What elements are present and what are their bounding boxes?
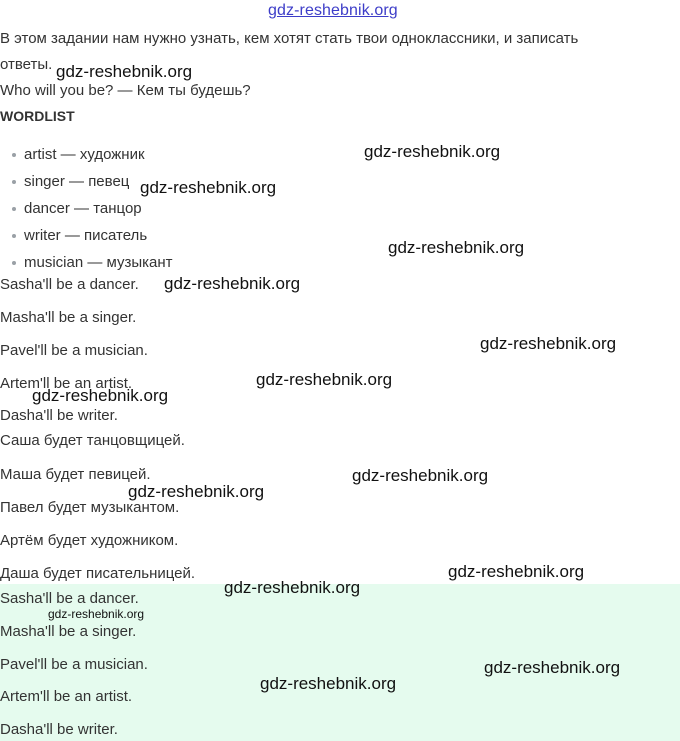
sentence-line: Masha'll be a singer. — [0, 309, 137, 326]
sentence-line: Артём будет художником. — [0, 532, 179, 549]
sentence-line: Dasha'll be writer. — [0, 407, 118, 424]
intro-text-line-1: В этом задании нам нужно узнать, кем хотят стать твои одноклассники, и записать — [0, 30, 579, 47]
site-link[interactable]: gdz-reshebnik.org — [268, 2, 398, 19]
intro-text-line-2: ответы. — [0, 56, 53, 73]
answer-line: Artem'll be an artist. — [0, 688, 133, 705]
wordlist-item — [12, 227, 147, 244]
watermark: gdz-reshebnik.org — [260, 674, 397, 693]
bullet-icon — [12, 207, 16, 211]
watermark: gdz-reshebnik.org — [352, 466, 489, 485]
watermark: gdz-reshebnik.org — [256, 370, 393, 389]
answer-line: Masha'll be a singer. — [0, 623, 137, 640]
watermark: gdz-reshebnik.org — [448, 562, 585, 581]
watermark: gdz-reshebnik.org — [480, 334, 617, 353]
wordlist-item-text: singer — певец — [24, 173, 130, 190]
sentence-line: Даша будет писательницей. — [0, 565, 196, 582]
sentence-line: Маша будет певицей. — [0, 466, 151, 483]
sentence-line: Саша будет танцовщицей. — [0, 432, 185, 449]
watermark: gdz-reshebnik.org — [364, 142, 501, 161]
watermark: gdz-reshebnik.org — [164, 274, 301, 293]
wordlist-item-text: artist — художник — [24, 146, 145, 163]
sentence-line: Pavel'll be a musician. — [0, 342, 148, 359]
question-text: Who will you be? — Кем ты будешь? — [0, 82, 251, 99]
watermark: gdz-reshebnik.org — [388, 238, 525, 257]
answer-line: Dasha'll be writer. — [0, 721, 118, 738]
sentence-line: Sasha'll be a dancer. — [0, 276, 139, 293]
watermark: gdz-reshebnik.org — [32, 386, 169, 405]
wordlist-item — [12, 254, 173, 271]
sentence-line: Artem'll be an artist. — [0, 375, 133, 392]
watermark: gdz-reshebnik.org — [56, 62, 193, 81]
wordlist-item-text: musician — музыкант — [24, 254, 173, 271]
wordlist-title: WORDLIST — [0, 108, 75, 124]
wordlist-item — [12, 200, 142, 217]
wordlist-item-text: dancer — танцор — [24, 200, 142, 217]
watermark: gdz-reshebnik.org — [140, 178, 277, 197]
watermark: gdz-reshebnik.org — [484, 658, 621, 677]
wordlist-item-text: writer — писатель — [24, 227, 148, 244]
bullet-icon — [12, 261, 16, 265]
bullet-icon — [12, 234, 16, 238]
watermark: gdz-reshebnik.org — [128, 482, 265, 501]
watermark: gdz-reshebnik.org — [224, 578, 361, 597]
answer-line: Pavel'll be a musician. — [0, 656, 148, 673]
wordlist-item — [12, 146, 145, 163]
answer-line: Sasha'll be a dancer. — [0, 590, 139, 607]
wordlist-item — [12, 173, 129, 190]
bullet-icon — [12, 153, 16, 157]
watermark: gdz-reshebnik.org — [48, 607, 145, 621]
bullet-icon — [12, 180, 16, 184]
sentence-line: Павел будет музыкантом. — [0, 499, 180, 516]
